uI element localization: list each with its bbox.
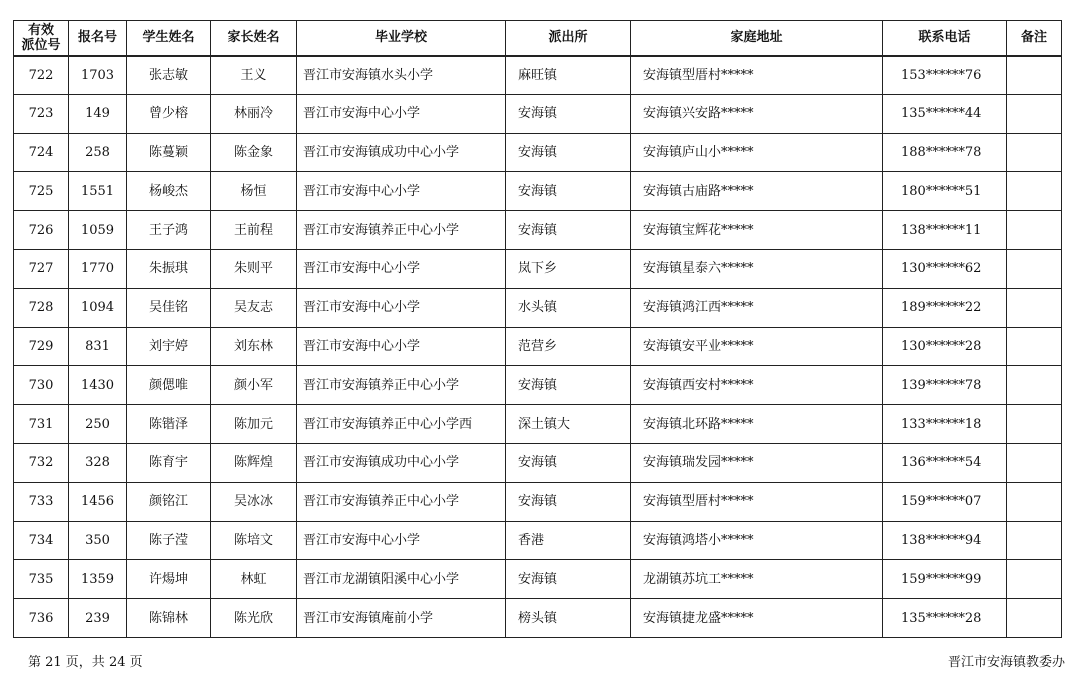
seat-no-cell: 736 <box>14 599 69 638</box>
seat-no-cell: 732 <box>14 443 69 482</box>
table-row <box>14 599 1062 638</box>
police-station-cell: 安海镇 <box>506 172 631 211</box>
police-station-cell: 安海镇 <box>506 94 631 133</box>
address-cell: 龙湖镇苏坑工***** <box>631 560 883 599</box>
police-station-cell: 深土镇大 <box>506 405 631 444</box>
seat-no-cell: 731 <box>14 405 69 444</box>
header-reg-no: 报名号 <box>69 21 127 56</box>
phone-cell: 159******07 <box>883 482 1007 521</box>
phone-cell: 130******28 <box>883 327 1007 366</box>
header-address: 家庭地址 <box>631 21 883 56</box>
police-station-cell: 安海镇 <box>506 366 631 405</box>
seat-no-cell: 725 <box>14 172 69 211</box>
reg-no-cell: 1770 <box>69 249 127 288</box>
parent-name-cell: 陈加元 <box>211 405 297 444</box>
address-cell: 安海镇西安村***** <box>631 366 883 405</box>
seat-no-cell: 726 <box>14 211 69 250</box>
address-cell: 安海镇型厝村***** <box>631 56 883 95</box>
table-row <box>14 249 1062 288</box>
seat-no-cell: 724 <box>14 133 69 172</box>
school-cell: 晋江市龙湖镇阳溪中心小学 <box>297 560 506 599</box>
phone-cell: 135******44 <box>883 94 1007 133</box>
address-cell: 安海镇型厝村***** <box>631 482 883 521</box>
reg-no-cell: 328 <box>69 443 127 482</box>
table-body <box>14 56 1062 638</box>
issuing-office: 晋江市安海镇教委办 <box>947 655 1065 670</box>
school-cell: 晋江市安海中心小学 <box>297 172 506 211</box>
header-school: 毕业学校 <box>297 21 506 56</box>
parent-name-cell: 陈培文 <box>211 521 297 560</box>
reg-no-cell: 831 <box>69 327 127 366</box>
phone-cell: 153******76 <box>883 56 1007 95</box>
reg-no-cell: 1059 <box>69 211 127 250</box>
police-station-cell: 范营乡 <box>506 327 631 366</box>
school-cell: 晋江市安海镇养正中心小学 <box>297 482 506 521</box>
reg-no-cell: 350 <box>69 521 127 560</box>
parent-name-cell: 朱则平 <box>211 249 297 288</box>
school-cell: 晋江市安海中心小学 <box>297 249 506 288</box>
parent-name-cell: 杨恒 <box>211 172 297 211</box>
table-row <box>14 327 1062 366</box>
reg-no-cell: 1094 <box>69 288 127 327</box>
header-remark: 备注 <box>1007 21 1062 56</box>
parent-name-cell: 刘东林 <box>211 327 297 366</box>
seat-no-cell: 727 <box>14 249 69 288</box>
table-row <box>14 133 1062 172</box>
reg-no-cell: 250 <box>69 405 127 444</box>
police-station-cell: 安海镇 <box>506 482 631 521</box>
table-row <box>14 211 1062 250</box>
phone-cell: 136******54 <box>883 443 1007 482</box>
school-cell: 晋江市安海镇成功中心小学 <box>297 443 506 482</box>
police-station-cell: 安海镇 <box>506 443 631 482</box>
parent-name-cell: 陈光欣 <box>211 599 297 638</box>
parent-name-cell: 陈金象 <box>211 133 297 172</box>
seat-no-cell: 722 <box>14 56 69 95</box>
remark-cell <box>1007 172 1062 211</box>
address-cell: 安海镇古庙路***** <box>631 172 883 211</box>
header-parent-name: 家长姓名 <box>211 21 297 56</box>
reg-no-cell: 149 <box>69 94 127 133</box>
parent-name-cell: 王前程 <box>211 211 297 250</box>
parent-name-cell: 吴友志 <box>211 288 297 327</box>
address-cell: 安海镇兴安路***** <box>631 94 883 133</box>
remark-cell <box>1007 599 1062 638</box>
parent-name-cell: 林丽冷 <box>211 94 297 133</box>
seat-no-cell: 723 <box>14 94 69 133</box>
remark-cell <box>1007 405 1062 444</box>
remark-cell <box>1007 521 1062 560</box>
table-row <box>14 366 1062 405</box>
table-row <box>14 56 1062 95</box>
reg-no-cell: 239 <box>69 599 127 638</box>
address-cell: 安海镇宝辉花***** <box>631 211 883 250</box>
address-cell: 安海镇安平业***** <box>631 327 883 366</box>
reg-no-cell: 258 <box>69 133 127 172</box>
table-header-row <box>14 21 1062 56</box>
school-cell: 晋江市安海中心小学 <box>297 327 506 366</box>
phone-cell: 159******99 <box>883 560 1007 599</box>
student-name-cell: 陈育宇 <box>127 443 211 482</box>
remark-cell <box>1007 249 1062 288</box>
police-station-cell: 安海镇 <box>506 133 631 172</box>
remark-cell <box>1007 443 1062 482</box>
header-seat-no-line1: 有效 <box>27 22 54 38</box>
phone-cell: 130******62 <box>883 249 1007 288</box>
header-phone: 联系电话 <box>883 21 1007 56</box>
parent-name-cell: 颜小军 <box>211 366 297 405</box>
table-row <box>14 288 1062 327</box>
school-cell: 晋江市安海镇庵前小学 <box>297 599 506 638</box>
reg-no-cell: 1551 <box>69 172 127 211</box>
reg-no-cell: 1430 <box>69 366 127 405</box>
table-row <box>14 443 1062 482</box>
school-cell: 晋江市安海镇养正中心小学西 <box>297 405 506 444</box>
student-name-cell: 陈锦林 <box>127 599 211 638</box>
remark-cell <box>1007 327 1062 366</box>
student-name-cell: 许煬坤 <box>127 560 211 599</box>
remark-cell <box>1007 94 1062 133</box>
header-seat-no <box>14 21 69 56</box>
address-cell: 安海镇瑞发园***** <box>631 443 883 482</box>
table-row <box>14 94 1062 133</box>
address-cell: 安海镇捷龙盛***** <box>631 599 883 638</box>
seat-no-cell: 730 <box>14 366 69 405</box>
remark-cell <box>1007 133 1062 172</box>
student-name-cell: 王子鸿 <box>127 211 211 250</box>
school-cell: 晋江市安海镇水头小学 <box>297 56 506 95</box>
seat-no-cell: 733 <box>14 482 69 521</box>
parent-name-cell: 吴冰冰 <box>211 482 297 521</box>
student-name-cell: 陈蔓颖 <box>127 133 211 172</box>
seat-no-cell: 734 <box>14 521 69 560</box>
reg-no-cell: 1703 <box>69 56 127 95</box>
table-row <box>14 482 1062 521</box>
remark-cell <box>1007 288 1062 327</box>
school-cell: 晋江市安海镇养正中心小学 <box>297 211 506 250</box>
police-station-cell: 安海镇 <box>506 211 631 250</box>
reg-no-cell: 1456 <box>69 482 127 521</box>
student-name-cell: 颜偲唯 <box>127 366 211 405</box>
page-number: 第 21 页，共 24 页 <box>28 655 143 670</box>
header-police-station: 派出所 <box>506 21 631 56</box>
address-cell: 安海镇星泰六***** <box>631 249 883 288</box>
address-cell: 安海镇庐山小***** <box>631 133 883 172</box>
student-name-cell: 颜铭江 <box>127 482 211 521</box>
address-cell: 安海镇鸿江西***** <box>631 288 883 327</box>
table-row <box>14 560 1062 599</box>
seat-no-cell: 729 <box>14 327 69 366</box>
police-station-cell: 麻旺镇 <box>506 56 631 95</box>
student-name-cell: 刘宇婷 <box>127 327 211 366</box>
phone-cell: 180******51 <box>883 172 1007 211</box>
remark-cell <box>1007 482 1062 521</box>
police-station-cell: 安海镇 <box>506 560 631 599</box>
seat-no-cell: 735 <box>14 560 69 599</box>
table-row <box>14 521 1062 560</box>
student-name-cell: 杨峻杰 <box>127 172 211 211</box>
police-station-cell: 榜头镇 <box>506 599 631 638</box>
address-cell: 安海镇北环路***** <box>631 405 883 444</box>
student-name-cell: 吴佳铭 <box>127 288 211 327</box>
phone-cell: 138******94 <box>883 521 1007 560</box>
phone-cell: 135******28 <box>883 599 1007 638</box>
police-station-cell: 岚下乡 <box>506 249 631 288</box>
parent-name-cell: 王义 <box>211 56 297 95</box>
phone-cell: 188******78 <box>883 133 1007 172</box>
enrollment-table <box>13 20 1062 638</box>
school-cell: 晋江市安海中心小学 <box>297 521 506 560</box>
remark-cell <box>1007 56 1062 95</box>
header-student-name: 学生姓名 <box>127 21 211 56</box>
police-station-cell: 水头镇 <box>506 288 631 327</box>
school-cell: 晋江市安海镇成功中心小学 <box>297 133 506 172</box>
phone-cell: 133******18 <box>883 405 1007 444</box>
phone-cell: 139******78 <box>883 366 1007 405</box>
school-cell: 晋江市安海中心小学 <box>297 288 506 327</box>
address-cell: 安海镇鸿塔小***** <box>631 521 883 560</box>
student-name-cell: 曾少榕 <box>127 94 211 133</box>
parent-name-cell: 陈辉煌 <box>211 443 297 482</box>
student-name-cell: 陈子滢 <box>127 521 211 560</box>
table-row <box>14 405 1062 444</box>
phone-cell: 189******22 <box>883 288 1007 327</box>
police-station-cell: 香港 <box>506 521 631 560</box>
student-name-cell: 陈锴泽 <box>127 405 211 444</box>
table-row <box>14 172 1062 211</box>
remark-cell <box>1007 366 1062 405</box>
remark-cell <box>1007 211 1062 250</box>
header-seat-no-line2: 派位号 <box>21 37 61 53</box>
parent-name-cell: 林虹 <box>211 560 297 599</box>
student-name-cell: 朱振琪 <box>127 249 211 288</box>
seat-no-cell: 728 <box>14 288 69 327</box>
student-name-cell: 张志敏 <box>127 56 211 95</box>
school-cell: 晋江市安海镇养正中心小学 <box>297 366 506 405</box>
phone-cell: 138******11 <box>883 211 1007 250</box>
reg-no-cell: 1359 <box>69 560 127 599</box>
school-cell: 晋江市安海中心小学 <box>297 94 506 133</box>
remark-cell <box>1007 560 1062 599</box>
